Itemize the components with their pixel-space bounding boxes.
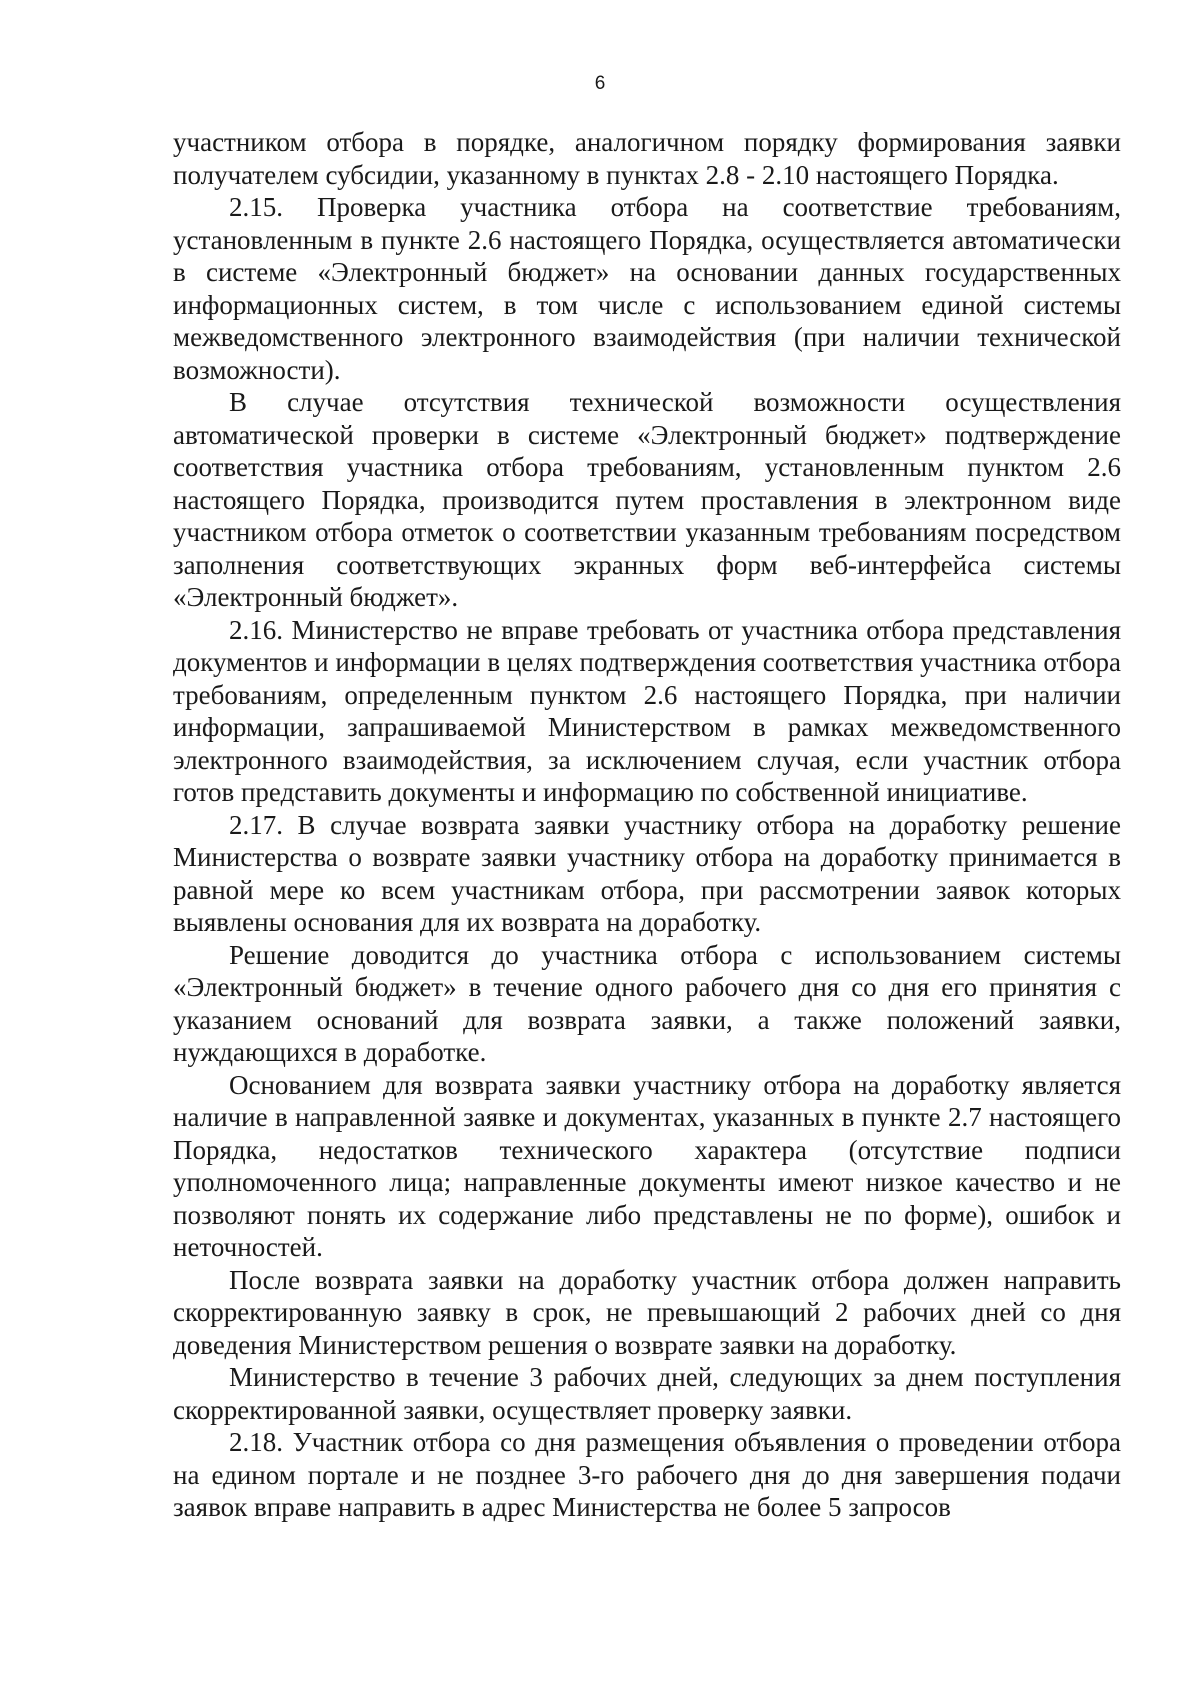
page-number: 6 <box>594 73 606 94</box>
paragraph-continuation: участником отбора в порядке, аналогичном порядку формирования заявки получателем субсидии, указанному в пунктах 2.8 - 2.10 настоящего Порядка. <box>173 127 1121 190</box>
paragraph-2-16: 2.16. Министерство не вправе требовать от участника отбора представления документов и информации в целях подтверждения соответствия участника отбора требованиям, определенным пунктом 2.6 настоящего Порядка, при наличии информации, запрашиваемой Министерством в рамках межведомственного электронного взаимодействия, за исключением случая, если участник отбора готов представить документы и информацию по собственной инициативе. <box>173 614 1121 807</box>
paragraph-2-17-decision: Решение доводится до участника отбора с использованием системы «Электронный бюджет» в течение одного рабочего дня со дня его принятия с указанием оснований для возврата заявки, а также положений заявки, нуждающихся в доработке. <box>173 939 1121 1067</box>
document-body <box>173 126 1121 1524</box>
paragraph-2-15: 2.15. Проверка участника отбора на соответствие требованиям, установленным в пункте 2.6 настоящего Порядка, осуществляется автоматически в системе «Электронный бюджет» на основании данных государственных информационных систем, в том числе с использованием единой системы межведомственного электронного взаимодействия (при наличии технической возможности). <box>173 192 1121 385</box>
paragraph-2-18: 2.18. Участник отбора со дня размещения объявления о проведении отбора на едином портале и не позднее 3-го рабочего дня до дня завершения подачи заявок вправе направить в адрес Министерства не более 5 запросов <box>173 1427 1121 1522</box>
paragraph-2-17-resubmission: После возврата заявки на доработку участник отбора должен направить скорректированную заявку в срок, не превышающий 2 рабочих дней со дня доведения Министерством решения о возврате заявки на доработку. <box>173 1264 1121 1360</box>
paragraph-2-17-grounds: Основанием для возврата заявки участнику отбора на доработку является наличие в направленной заявке и документах, указанных в пункте 2.7 настоящего Порядка, недостатков технического характера (отсутствие подписи уполномоченного лица; направленные документы имеют низкое качество и не позволяют понять их содержание либо представлены не по форме), ошибок и неточностей. <box>173 1069 1121 1262</box>
paragraph-2-17: 2.17. В случае возврата заявки участнику отбора на доработку решение Министерства о возврате заявки участнику отбора на доработку принимается в равной мере ко всем участникам отбора, при рассмотрении заявок которых выявлены основания для их возврата на доработку. <box>173 809 1121 937</box>
paragraph-2-15-manual-check: В случае отсутствия технической возможности осуществления автоматической проверки в системе «Электронный бюджет» подтверждение соответствия участника отбора требованиям, установленным пунктом 2.6 настоящего Порядка, производится путем проставления в электронном виде участником отбора отметок о соответствии указанным требованиям посредством заполнения соответствующих экранных форм веб-интерфейса системы «Электронный бюджет». <box>173 387 1121 612</box>
paragraph-2-17-review: Министерство в течение 3 рабочих дней, следующих за днем поступления скорректированной заявки, осуществляет проверку заявки. <box>173 1362 1121 1425</box>
